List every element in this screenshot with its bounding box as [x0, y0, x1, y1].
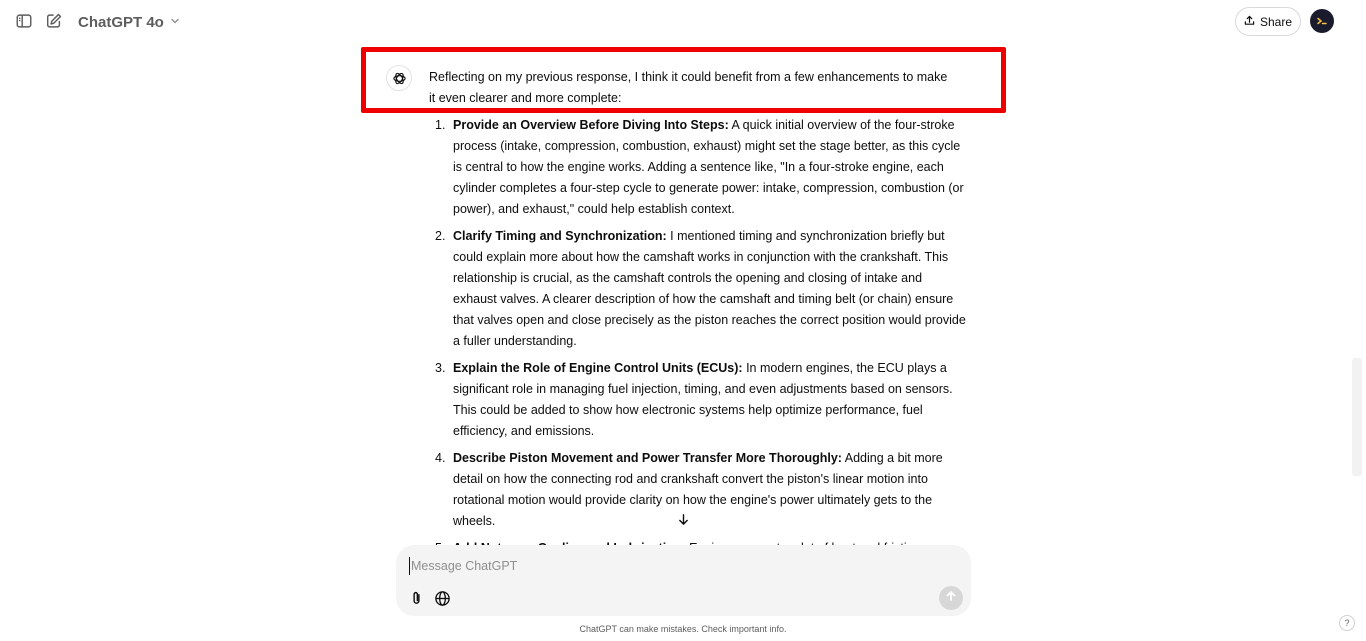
model-selector[interactable]	[78, 11, 180, 33]
list-item	[429, 448, 969, 532]
message-composer	[396, 545, 971, 616]
avatar[interactable]	[1310, 9, 1334, 33]
point-title: Explain the Role of Engine Control Units (ECUs):	[453, 361, 743, 375]
new-chat-icon[interactable]	[42, 9, 66, 33]
list-item	[429, 358, 969, 442]
assistant-message	[429, 67, 969, 607]
message-intro: Reflecting on my previous response, I think it could benefit from a few enhancements to make it even clearer and more complete:	[429, 70, 948, 105]
point-body: In modern engines, the ECU plays a significant role in managing fuel injection, timing, and even adjustments based on sensors. This could be added to show how electronic systems help optimize performance, fuel efficiency, and emissions.	[453, 361, 953, 438]
globe-icon[interactable]	[432, 588, 452, 608]
disclaimer-text: ChatGPT can make mistakes. Check important info.	[579, 624, 787, 634]
send-button[interactable]	[939, 586, 963, 610]
message-input[interactable]	[409, 557, 909, 575]
share-icon	[1244, 15, 1255, 29]
point-title: Clarify Timing and Synchronization:	[453, 229, 667, 243]
point-body: I mentioned timing and synchronization briefly but could explain more about how the camshaft works in conjunction with the crankshaft. This relationship is crucial, as the camshaft controls the opening and closing of intake and exhaust valves. A clearer description of how the camshaft and timing belt (or chain) ensure that valves open and close precisely as the piston reaches the correct position would provide a fuller understanding.	[453, 229, 966, 348]
chatgpt-logo-icon	[386, 65, 412, 91]
list-number: 3.	[435, 361, 446, 375]
chevron-down-icon	[170, 13, 180, 31]
model-name: ChatGPT 4o	[78, 13, 164, 31]
share-label: Share	[1259, 14, 1293, 29]
share-button[interactable]	[1235, 7, 1301, 36]
point-title: Provide an Overview Before Diving Into Steps:	[453, 118, 729, 132]
top-bar	[0, 0, 1366, 44]
help-button[interactable]: ?	[1339, 615, 1355, 631]
point-body: Adding a bit more detail on how the connecting rod and crankshaft convert the piston's linear motion into rotational motion would provide clarity on how the engine's power ultimately gets to the wheels.	[453, 451, 943, 528]
list-number: 2.	[435, 229, 446, 243]
scrollbar-thumb[interactable]	[1352, 358, 1362, 476]
sidebar-toggle-icon[interactable]	[12, 9, 36, 33]
arrow-up-icon	[945, 589, 957, 607]
paperclip-icon[interactable]	[406, 588, 426, 608]
list-item	[429, 226, 969, 352]
conversation-area[interactable]	[0, 44, 1366, 542]
enhancement-list	[429, 115, 969, 601]
list-item	[429, 115, 969, 220]
list-number: 4.	[435, 451, 446, 465]
arrow-down-icon[interactable]	[672, 508, 694, 530]
list-number: 1.	[435, 118, 446, 132]
point-title: Describe Piston Movement and Power Transfer More Thoroughly:	[453, 451, 842, 465]
point-body: A quick initial overview of the four-stroke process (intake, compression, combustion, exhaust) might set the stage better, as this cycle is central to how the engine works. Adding a sentence like, "In a four-stroke engine, each cylinder completes a four-step cycle to generate power: intake, compression, combustion (or power), and exhaust," could help establish context.	[453, 118, 964, 216]
